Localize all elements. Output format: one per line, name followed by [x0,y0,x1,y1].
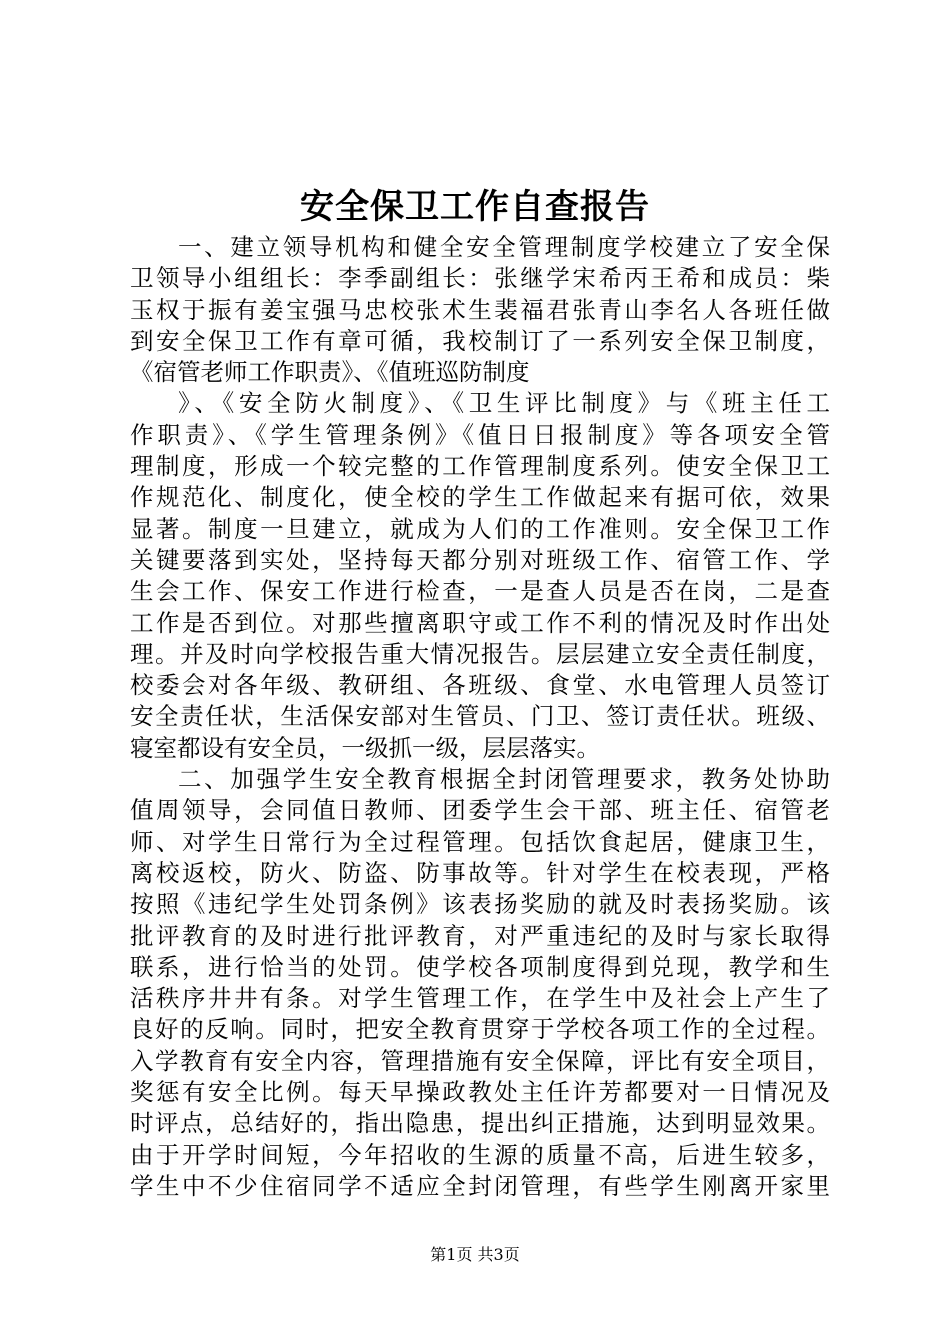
text-line: 校委会对各年级、教研组、各班级、食堂、水电管理人员签订 [130,671,830,700]
text-line: 生会工作、保安工作进行检查，一是查人员是否在岗，二是查 [130,577,830,606]
text-line: 二、加强学生安全教育根据全封闭管理要求，教务处协助 [178,765,830,794]
text-line: 按照《违纪学生处罚条例》该表扬奖励的就及时表扬奖励。该 [130,890,830,919]
text-line: 工作是否到位。对那些擅离职守或工作不利的情况及时作出处 [130,608,830,637]
text-line: 玉权于振有姜宝强马忠校张术生裴福君张青山李名人各班任做 [130,295,830,324]
text-line: 《宿管老师工作职责》、《值班巡防制度 [130,358,530,387]
text-line: 入学教育有安全内容，管理措施有安全保障，评比有安全项目， [130,1046,830,1075]
text-line: 关键要落到实处，坚持每天都分别对班级工作、宿管工作、学 [130,545,830,574]
page-number-footer: 第1页 共3页 [430,1245,520,1264]
text-line: 作职责》、《学生管理条例》《值日日报制度》等各项安全管 [130,420,830,449]
text-line: 良好的反响。同时，把安全教育贯穿于学校各项工作的全过程。 [130,1015,830,1044]
text-line: 理。并及时向学校报告重大情况报告。层层建立安全责任制度， [130,639,830,668]
document-title: 安全保卫工作自查报告 [300,187,650,227]
text-line: 联系，进行恰当的处罚。使学校各项制度得到兑现，教学和生 [130,952,830,981]
text-line: 师、对学生日常行为全过程管理。包括饮食起居，健康卫生， [130,827,830,856]
text-line: 值周领导，会同值日教师、团委学生会干部、班主任、宿管老 [130,796,830,825]
text-line: 活秩序井井有条。对学生管理工作，在学生中及社会上产生了 [130,984,830,1013]
text-line: 作规范化、制度化，使全校的学生工作做起来有据可依，效果 [130,483,830,512]
text-line: 理制度，形成一个较完整的工作管理制度系列。使安全保卫工 [130,452,830,481]
text-line: 时评点，总结好的，指出隐患，提出纠正措施，达到明显效果。 [130,1109,830,1138]
text-line: 批评教育的及时进行批评教育，对严重违纪的及时与家长取得 [130,921,830,950]
text-line: 安全责任状，生活保安部对生管员、门卫、签订责任状。班级、 [130,702,830,731]
text-line: 显著。制度一旦建立，就成为人们的工作准则。安全保卫工作 [130,514,830,543]
text-line: 由于开学时间短，今年招收的生源的质量不高，后进生较多， [130,1140,830,1169]
document-body [130,232,830,1202]
text-line: 卫领导小组组长：李季副组长：张继学宋希丙王希和成员：柴 [130,264,830,293]
text-line: 寝室都设有安全员，一级抓一级，层层落实。 [130,733,600,762]
text-line: 》、《安全防火制度》、《卫生评比制度》与《班主任工 [178,389,830,418]
text-line: 离校返校，防火、防盗、防事故等。针对学生在校表现，严格 [130,858,830,887]
text-line: 到安全保卫工作有章可循，我校制订了一系列安全保卫制度， [130,326,830,355]
text-line: 一、建立领导机构和健全安全管理制度学校建立了安全保 [178,233,830,261]
text-line: 学生中不少住宿同学不适应全封闭管理，有些学生刚离开家里 [130,1171,830,1200]
text-line: 奖惩有安全比例。每天早操政教处主任许芳都要对一日情况及 [130,1078,830,1107]
